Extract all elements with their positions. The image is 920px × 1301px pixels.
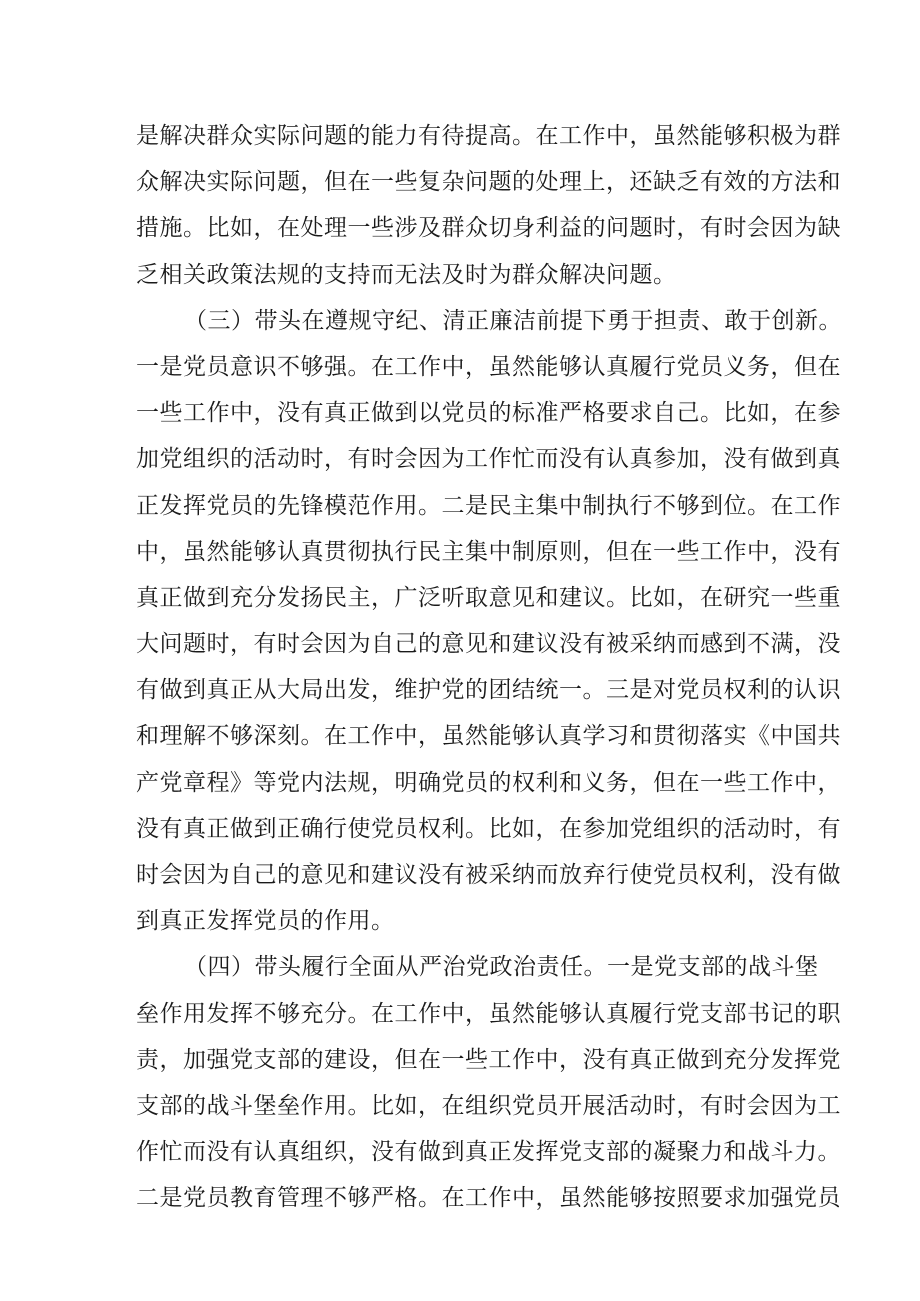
text-line: 乏相关政策法规的支持而无法及时为群众解决问题。 bbox=[136, 261, 677, 288]
text-line: 垒作用发挥不够充分。在工作中，虽然能够认真履行党支部书记的职 bbox=[136, 1000, 841, 1027]
text-line: 产党章程》等党内法规，明确党员的权利和义务，但在一些工作中， bbox=[136, 769, 841, 796]
text-line: 有做到真正从大局出发，维护党的团结统一。三是对党员权利的认识 bbox=[136, 677, 841, 704]
text-line: 正发挥党员的先锋模范作用。二是民主集中制执行不够到位。在工作 bbox=[136, 492, 841, 519]
text-line: 措施。比如，在处理一些涉及群众切身利益的问题时，有时会因为缺 bbox=[136, 215, 841, 242]
text-line: 一些工作中，没有真正做到以党员的标准严格要求自己。比如，在参 bbox=[136, 400, 841, 427]
text-line: 一是党员意识不够强。在工作中，虽然能够认真履行党员义务，但在 bbox=[136, 353, 841, 380]
text-line: 众解决实际问题，但在一些复杂问题的处理上，还缺乏有效的方法和 bbox=[136, 169, 841, 196]
text-line: 没有真正做到正确行使党员权利。比如，在参加党组织的活动时，有 bbox=[136, 815, 841, 842]
text-line: 责，加强党支部的建设，但在一些工作中，没有真正做到充分发挥党 bbox=[136, 1046, 841, 1073]
section-heading-three: （三）带头在遵规守纪、清正廉洁前提下勇于担责、敢于创新。 bbox=[184, 307, 842, 334]
text-line: 支部的战斗堡垒作用。比如，在组织党员开展活动时，有时会因为工 bbox=[136, 1092, 841, 1119]
text-line: 大问题时，有时会因为自己的意见和建议没有被采纳而感到不满，没 bbox=[136, 631, 841, 658]
text-line: 是解决群众实际问题的能力有待提高。在工作中，虽然能够积极为群 bbox=[136, 123, 841, 149]
text-line: 作忙而没有认真组织，没有做到真正发挥党支部的凝聚力和战斗力。 bbox=[136, 1139, 841, 1166]
text-line: 和理解不够深刻。在工作中，虽然能够认真学习和贯彻落实《中国共 bbox=[136, 723, 841, 750]
text-line: 到真正发挥党员的作用。 bbox=[136, 908, 395, 935]
body-text bbox=[136, 113, 842, 1222]
text-line: 时会因为自己的意见和建议没有被采纳而放弃行使党员权利，没有做 bbox=[136, 862, 841, 888]
text-line: 真正做到充分发扬民主，广泛听取意见和建议。比如，在研究一些重 bbox=[136, 584, 841, 611]
text-line: 加党组织的活动时，有时会因为工作忙而没有认真参加，没有做到真 bbox=[136, 446, 841, 473]
text-line: 二是党员教育管理不够严格。在工作中，虽然能够按照要求加强党员 bbox=[136, 1185, 841, 1212]
section-heading-four: （四）带头履行全面从严治党政治责任。一是党支部的战斗堡 bbox=[184, 954, 819, 981]
text-line: 中，虽然能够认真贯彻执行民主集中制原则，但在一些工作中，没有 bbox=[136, 538, 841, 565]
